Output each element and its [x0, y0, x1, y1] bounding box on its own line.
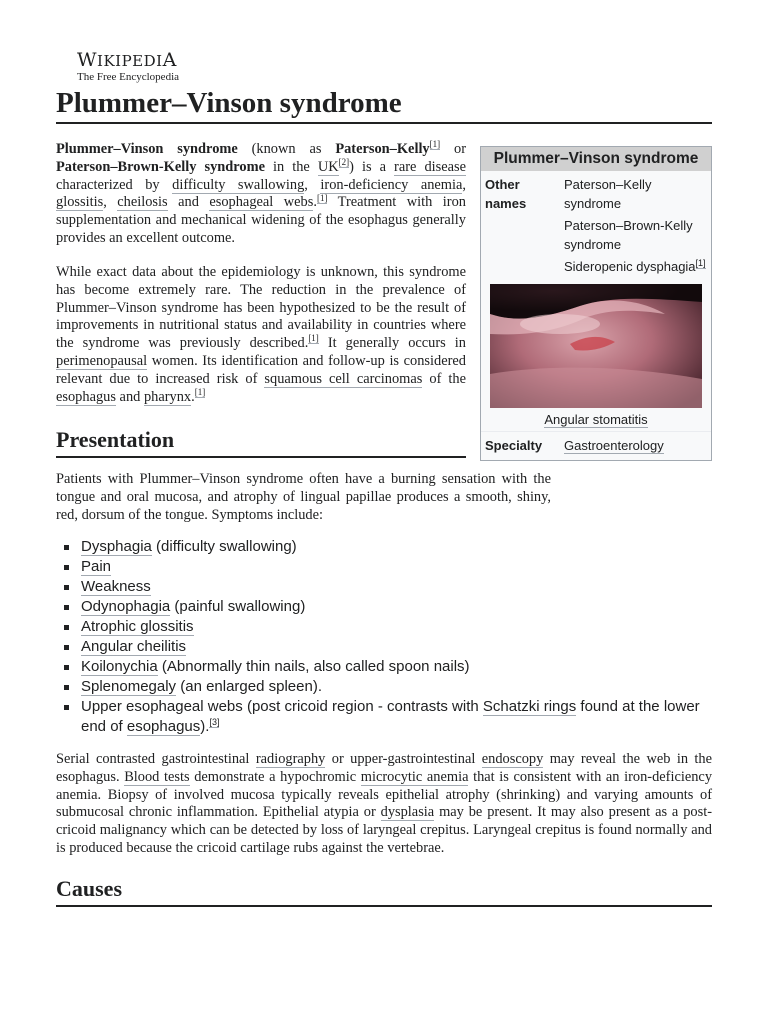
ref-link[interactable]: [1]: [316, 192, 328, 203]
link-esophageal-webs[interactable]: esophageal webs: [209, 194, 314, 211]
diagnosis-paragraph: Serial contrasted gastrointestinal radiography or upper-gastrointestinal endoscopy may reveal the web in the esophagus. Blood tests demonstrate a hypochromic microcytic anemia that is consistent with an iron-deficiency anemia. Biopsy of involved mucosa typically reveals epithelial atrophy (shrinking) and varying amounts of submucosal chronic inflammation. Epithelial atypia or dysplasia may be present. It may also present as a post-cricoid malignancy which can be detected by loss of laryngeal crepitus. Laryngeal crepitus is found normally and is produced because the cricoid cartilage rubs against the vertebrae.: [56, 751, 713, 856]
link-uk[interactable]: UK: [317, 158, 339, 175]
symptoms-list: [56, 537, 701, 737]
link-squamous-cell-carcinomas[interactable]: squamous cell carcinomas: [264, 370, 423, 387]
link-schatzki-rings[interactable]: Schatzki rings: [482, 698, 577, 715]
wordmark: WIKIPEDIA: [77, 49, 177, 71]
list-item: [81, 617, 701, 637]
epidemiology-paragraph: While exact data about the epidemiology is unknown, this syndrome has become extremely rare. The reduction in the prevalence of Plummer–Vinson syndrome has been hypothesized to be the result of improvements in nutritional status and availability in countries where the syndrome was previously described.[1] It generally occurs in perimenopausal women. Its identification and follow-up is considered relevant due to increased risk of squamous cell carcinomas of the esophagus and pharynx.[1]: [56, 264, 466, 405]
photo-illustration: [490, 284, 702, 408]
link-iron-deficiency-anemia[interactable]: iron-deficiency anemia: [320, 176, 463, 193]
section-heading-presentation: Presentation: [56, 426, 466, 458]
list-item: Upper esophageal webs (post cricoid region - contrasts with Schatzki rings found at the lower end of esophagus).[3]: [81, 698, 700, 735]
link-perimenopausal[interactable]: perimenopausal: [56, 352, 148, 369]
link-esophagus[interactable]: esophagus: [126, 718, 201, 735]
link-microcytic-anemia[interactable]: microcytic anemia: [360, 768, 469, 785]
link-dysphagia[interactable]: Dysphagia: [81, 538, 152, 555]
link-cheilosis[interactable]: cheilosis: [117, 194, 168, 211]
link-koilonychia[interactable]: Koilonychia: [81, 658, 158, 675]
link-odynophagia[interactable]: Odynophagia: [81, 598, 171, 615]
image-caption: [481, 408, 711, 431]
infobox-row-specialty: [481, 431, 711, 460]
alt-name: Paterson–Kelly syndrome: [564, 177, 652, 211]
link-esophagus[interactable]: esophagus: [56, 388, 116, 405]
ref-link[interactable]: [2]: [338, 157, 350, 167]
infobox-value: [564, 436, 707, 455]
list-item: Koilonychia (Abnormally thin nails, also called spoon nails): [81, 657, 701, 677]
wikipedia-logo[interactable]: [77, 49, 179, 83]
presentation-paragraph: Patients with Plummer–Vinson syndrome often have a burning sensation with the tongue and oral mucosa, and atrophy of lingual papillae produces a smooth, shiny, red, dorsum of the tongue. Symptoms include:: [56, 471, 551, 523]
list-item: [81, 577, 701, 597]
infobox-title: Plummer–Vinson syndrome: [481, 147, 711, 171]
link-pain[interactable]: Pain: [81, 558, 112, 575]
infobox-row-other-names: [481, 171, 711, 281]
link-radiography[interactable]: radiography: [255, 751, 326, 767]
link-angular-cheilitis[interactable]: Angular cheilitis: [81, 638, 187, 655]
angular-stomatitis-photo[interactable]: [490, 284, 702, 408]
link-angular-stomatitis[interactable]: Angular stomatitis: [544, 412, 648, 427]
infobox-label: Other names: [485, 177, 527, 211]
list-item: Dysphagia (difficulty swallowing): [81, 537, 701, 557]
section-heading-causes: Causes: [56, 875, 712, 907]
link-splenomegaly[interactable]: Splenomegaly: [81, 678, 177, 695]
link-rare-disease[interactable]: rare disease: [394, 158, 466, 175]
alt-name: Sideropenic dysphagia[1]: [564, 257, 706, 274]
list-item: [81, 557, 701, 577]
link-atrophic-glossitis[interactable]: Atrophic glossitis: [81, 618, 194, 635]
link-blood-tests[interactable]: Blood tests: [124, 768, 190, 785]
alt-name: Paterson–Brown-Kelly syndrome: [564, 218, 693, 252]
ref-link[interactable]: [3]: [209, 717, 220, 727]
infobox-label: Specialty: [485, 438, 543, 453]
ref-link[interactable]: [1]: [308, 333, 319, 344]
intro-paragraph: Plummer–Vinson syndrome (known as Paterson–Kelly[1] or Paterson–Brown-Kelly syndrome in the UK[2]) is a rare disease characterized by difficulty swallowing, iron-deficiency anemia, glossitis, cheilosis and esophageal webs.[1] Treatment with iron supplementation and mechanical widening of the esophagus generally provides an excellent outcome.: [56, 139, 466, 246]
ref-link[interactable]: [1]: [695, 257, 706, 268]
ref-link[interactable]: [1]: [194, 386, 206, 397]
link-endoscopy[interactable]: endoscopy: [481, 751, 544, 767]
link-weakness[interactable]: Weakness: [81, 578, 151, 595]
list-item: Splenomegaly (an enlarged spleen).: [81, 677, 701, 697]
infobox: [480, 146, 712, 461]
link-pharynx[interactable]: pharynx: [143, 388, 192, 405]
link-glossitis[interactable]: glossitis: [56, 194, 104, 211]
ref-link[interactable]: [1]: [429, 139, 441, 150]
link-difficulty-swallowing[interactable]: difficulty swallowing: [172, 176, 305, 193]
infobox-value: [564, 175, 707, 279]
tagline: The Free Encyclopedia: [77, 71, 180, 83]
list-item: Odynophagia (painful swallowing): [81, 597, 701, 617]
list-item: [81, 637, 701, 657]
link-dysplasia[interactable]: dysplasia: [380, 804, 435, 821]
link-gastroenterology[interactable]: Gastroenterology: [564, 438, 664, 453]
page-title: Plummer–Vinson syndrome: [56, 86, 712, 124]
